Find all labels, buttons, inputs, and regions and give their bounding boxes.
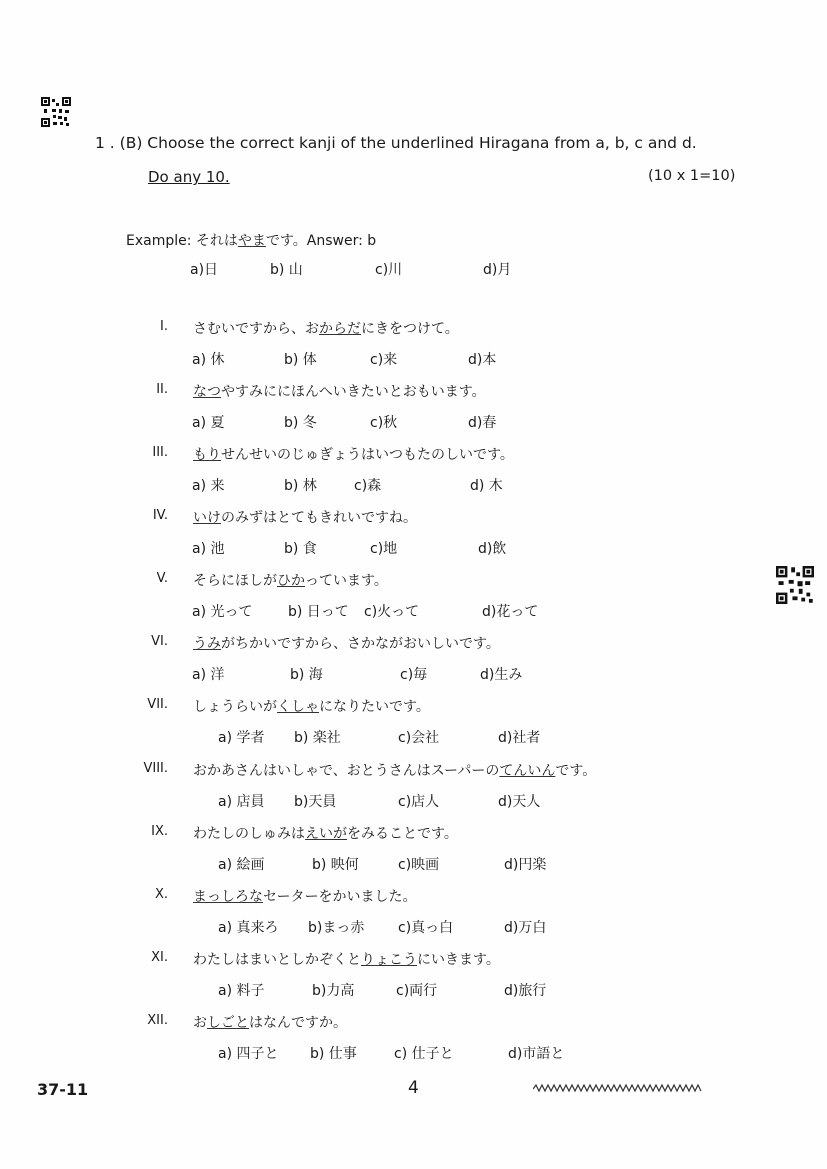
- option-b: b)力高: [312, 983, 355, 999]
- page-number: 4: [408, 1078, 419, 1098]
- question-pre: わたしのしゅみは: [193, 826, 305, 842]
- option-b: b) 冬: [284, 415, 317, 431]
- option-d: d)万白: [504, 920, 547, 936]
- question-post: がちかいですから、さかながおいしいです。: [221, 636, 500, 652]
- option-a: a) 絵画: [218, 857, 265, 873]
- question-sentence: [193, 318, 459, 338]
- option-c: c)森: [354, 478, 382, 494]
- question-sentence: [193, 507, 417, 527]
- question-underlined: からだ: [319, 321, 361, 337]
- example-label: Example:: [126, 233, 196, 249]
- question-pre: おかあさんはいしゃで、おとうさんはスーパーの: [193, 763, 500, 779]
- option-d: d)花って: [482, 604, 539, 620]
- option-d: d)本: [468, 352, 497, 368]
- example-underlined: やま: [237, 233, 266, 249]
- option-b: b)まっ赤: [308, 920, 365, 936]
- question-pre: さむいですから、お: [193, 321, 319, 337]
- option-d: d)天人: [498, 794, 541, 810]
- option-d: d)生み: [480, 667, 523, 683]
- question-number: VII.: [147, 697, 168, 712]
- option-d: d)飲: [478, 541, 507, 557]
- option-b: b) 体: [284, 352, 317, 368]
- question-pre: わたしはまいとしかぞくと: [193, 952, 361, 968]
- option-c: c)真っ白: [398, 920, 454, 936]
- question-post: はなんですか。: [249, 1015, 347, 1031]
- option-b: b) 仕事: [310, 1046, 357, 1062]
- option-d: d)市語と: [508, 1046, 565, 1062]
- option-b: b) 映何: [312, 857, 359, 873]
- paper-code: 37-11: [37, 1080, 89, 1099]
- example-option-b: b) 山: [270, 262, 303, 278]
- question-heading: 1 . (B) Choose the correct kanji of the underlined Hiragana from a, b, c and d.: [95, 134, 697, 152]
- option-c: c)火って: [364, 604, 420, 620]
- option-c: c)両行: [396, 983, 438, 999]
- question-sentence: [193, 570, 388, 590]
- question-post: です。: [555, 763, 597, 779]
- question-number: I.: [160, 319, 168, 334]
- option-a: a) 来: [192, 478, 225, 494]
- question-underlined: えいが: [305, 826, 347, 842]
- option-c: c)会社: [398, 730, 440, 746]
- question-sentence: [193, 696, 430, 716]
- question-underlined: なつ: [193, 384, 221, 400]
- question-number: IX.: [151, 824, 168, 839]
- option-b: b) 食: [284, 541, 317, 557]
- question-post: せんせいのじゅぎょうはいつもたのしいです。: [221, 447, 514, 463]
- question-number: XII.: [147, 1013, 168, 1028]
- question-number: III.: [152, 445, 168, 460]
- option-c: c)毎: [400, 667, 428, 683]
- question-underlined: まっしろな: [193, 889, 263, 905]
- option-a: a) 夏: [192, 415, 225, 431]
- question-sentence: [193, 444, 514, 464]
- option-d: d)円楽: [504, 857, 547, 873]
- option-c: c)映画: [398, 857, 440, 873]
- qr-code-icon: [776, 566, 814, 604]
- question-number: II.: [156, 382, 168, 397]
- question-post: のみずはとてもきれいですね。: [221, 510, 417, 526]
- question-sentence: [193, 381, 486, 401]
- question-number: V.: [156, 571, 168, 586]
- marks-label: (10 x 1=10): [648, 168, 736, 184]
- option-a: a) 池: [192, 541, 225, 557]
- option-a: a) 店員: [218, 794, 265, 810]
- example-option-c: c)川: [375, 262, 403, 278]
- question-post: にいきます。: [417, 952, 500, 968]
- option-b: b) 楽社: [294, 730, 341, 746]
- question-post: っています。: [305, 573, 388, 589]
- question-sentence: [193, 1012, 347, 1032]
- option-a: a) 洋: [192, 667, 225, 683]
- question-post: やすみににほんへいきたいとおもいます。: [221, 384, 486, 400]
- option-a: a) 料子: [218, 983, 265, 999]
- option-d: d)春: [468, 415, 497, 431]
- example-pre: それは: [195, 233, 238, 249]
- question-sentence: [193, 886, 416, 906]
- example-sentence: [126, 230, 376, 250]
- question-pre: そらにほしが: [193, 573, 277, 589]
- option-d: d) 木: [470, 478, 503, 494]
- option-c: c)地: [370, 541, 398, 557]
- option-c: c)秋: [370, 415, 398, 431]
- question-sentence: [193, 760, 596, 780]
- instruction-text: Do any 10.: [148, 168, 230, 186]
- question-post: になりたいです。: [319, 699, 430, 715]
- question-post: にきをつけて。: [361, 321, 459, 337]
- question-underlined: りょこう: [361, 952, 417, 968]
- example-option-a: a)日: [190, 262, 219, 278]
- example-post: です。Answer: b: [265, 233, 377, 249]
- option-b: b) 林: [284, 478, 317, 494]
- question-sentence: [193, 633, 500, 653]
- option-d: d)社者: [498, 730, 541, 746]
- question-sentence: [193, 949, 500, 969]
- question-underlined: うみ: [193, 636, 221, 652]
- option-a: a) 光って: [192, 604, 253, 620]
- option-a: a) 四子と: [218, 1046, 279, 1062]
- option-b: b)天員: [294, 794, 337, 810]
- question-sentence: [193, 823, 458, 843]
- option-c: c) 仕子と: [394, 1046, 454, 1062]
- question-underlined: しごと: [207, 1015, 249, 1031]
- qr-code-icon: [41, 97, 71, 127]
- option-d: d)旅行: [504, 983, 547, 999]
- question-underlined: てんいん: [499, 763, 556, 779]
- option-c: c)店人: [398, 794, 440, 810]
- option-c: c)来: [370, 352, 398, 368]
- question-post: をみることです。: [347, 826, 458, 842]
- question-number: VIII.: [143, 761, 168, 776]
- question-underlined: もり: [193, 447, 221, 463]
- option-a: a) 学者: [218, 730, 265, 746]
- example-option-d: d)月: [483, 262, 512, 278]
- option-b: b) 海: [290, 667, 323, 683]
- question-underlined: いけ: [193, 510, 221, 526]
- option-a: a) 休: [192, 352, 225, 368]
- question-number: XI.: [151, 950, 168, 965]
- question-number: X.: [154, 887, 168, 902]
- option-b: b) 日って: [288, 604, 349, 620]
- question-post: セーターをかいました。: [263, 889, 417, 905]
- question-number: IV.: [152, 508, 168, 523]
- question-underlined: ひか: [277, 573, 305, 589]
- question-number: VI.: [151, 634, 168, 649]
- question-pre: しょうらいが: [193, 699, 277, 715]
- question-underlined: くしゃ: [277, 699, 319, 715]
- wavy-line-decoration: [533, 1080, 703, 1099]
- question-pre: お: [193, 1015, 207, 1031]
- option-a: a) 真来ろ: [218, 920, 279, 936]
